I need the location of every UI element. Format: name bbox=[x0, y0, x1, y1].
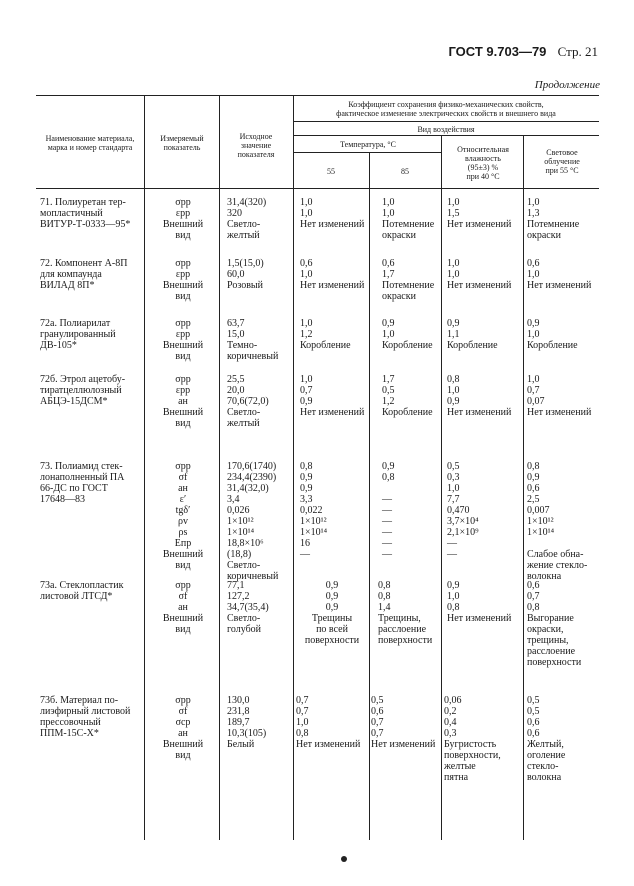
vline-6 bbox=[523, 135, 524, 840]
row-light: 0,5 0,5 0,6 0,6 Желтый, оголение стекло- волокна bbox=[527, 695, 566, 783]
row-indicators: σрр εрр aн Внешний вид bbox=[162, 374, 204, 429]
vline-2 bbox=[219, 95, 220, 840]
row-indicators: σрр σf σср aн Внешний вид bbox=[162, 695, 204, 761]
page-number: Стр. 21 bbox=[557, 44, 598, 59]
row-material: 72. Компонент А-8П для компаунда ВИЛАД 8П* bbox=[40, 258, 128, 291]
row-light: 0,6 1,0 Нет изменений bbox=[527, 258, 592, 291]
table-top-rule bbox=[36, 95, 599, 96]
temperature-header: Температура, °С bbox=[340, 140, 396, 149]
row-t55: 0,9 0,9 0,9 Трещины по всей поверхности bbox=[304, 580, 360, 646]
group-rule bbox=[293, 121, 599, 122]
row-t55: 0,6 1,0 Нет изменений bbox=[300, 258, 365, 291]
row-t85: 0,9 0,8 — — — — — — bbox=[382, 461, 395, 560]
row-source: 31,4(320) 320 Светло- желтый bbox=[227, 197, 267, 241]
t55-header: 55 bbox=[327, 167, 335, 176]
row-material: 72б. Этрол ацетобу- тиратцеллюлозный АБЦЭ-15ДСМ* bbox=[40, 374, 126, 407]
row-source: 170,6(1740) 234,4(2390) 31,4(32,0) 3,4 0,026 1×10¹² 1×10¹⁴ 18,8×10⁶ (18,8) Светло- коричневый bbox=[227, 461, 279, 582]
continuation-label: Продолжение bbox=[534, 79, 600, 91]
vline-3 bbox=[293, 95, 294, 840]
humidity-header: Относительная влажность (95±3) % при 40 °С bbox=[457, 145, 509, 181]
row-source: 63,7 15,0 Темно- коричневый bbox=[227, 318, 279, 362]
row-indicators: σрр εрр Внешний вид bbox=[162, 197, 204, 241]
temp-rule bbox=[293, 152, 441, 153]
row-t55: 0,7 0,7 1,0 0,8 Нет изменений bbox=[296, 695, 361, 750]
row-t55: 0,8 0,9 0,9 3,3 0,022 1×10¹² 1×10¹⁴ 16 — bbox=[300, 461, 328, 560]
row-light: 0,6 0,7 0,8 Выгорание окраски, трещины, расслоение поверхности bbox=[527, 580, 582, 668]
row-source: 1,5(15,0) 60,0 Розовый bbox=[227, 258, 264, 291]
row-t85: 1,0 1,0 Потемнение окраски bbox=[382, 197, 435, 241]
row-t85: 1,7 0,5 1,2 Коробление bbox=[382, 374, 433, 418]
col-source-header: Исходное значение показателя bbox=[237, 132, 275, 159]
row-light: 1,0 1,3 Потемнение окраски bbox=[527, 197, 580, 241]
impact-rule bbox=[293, 135, 599, 136]
page-mark bbox=[341, 856, 347, 862]
impact-header: Вид воздействия bbox=[417, 125, 475, 134]
row-t85: 0,8 0,8 1,4 Трещины, расслоение поверхности bbox=[378, 580, 433, 646]
table-head-rule bbox=[36, 188, 599, 189]
row-humidity: 0,5 0,3 1,0 7,7 0,470 3,7×10⁴ 2,1×10⁹ — — bbox=[447, 461, 479, 560]
row-humidity: 0,06 0,2 0,4 0,3 Бугристость поверхности, желтые пятна bbox=[444, 695, 501, 783]
row-t85: 0,6 1,7 Потемнение окраски bbox=[382, 258, 435, 302]
row-indicators: σрр σf aн ε′ tgδ′ ρv ρs Eпр Внешний вид bbox=[162, 461, 204, 571]
row-humidity: 0,9 1,0 0,8 Нет изменений bbox=[447, 580, 512, 624]
vline-1 bbox=[144, 95, 145, 840]
col-indicator-header: Измеряемый показатель bbox=[160, 134, 204, 152]
row-humidity: 0,8 1,0 0,9 Нет изменений bbox=[447, 374, 512, 418]
row-material: 73а. Стеклопластик листовой ЛТСД* bbox=[40, 580, 124, 602]
row-t55: 1,0 0,7 0,9 Нет изменений bbox=[300, 374, 365, 418]
row-source: 77,1 127,2 34,7(35,4) Светло- голубой bbox=[227, 580, 269, 635]
row-t55: 1,0 1,0 Нет изменений bbox=[300, 197, 365, 230]
row-light: 0,8 0,9 0,6 2,5 0,007 1×10¹² 1×10¹⁴ Слабое обна- жение стекло- волокна bbox=[527, 461, 588, 582]
row-t55: 1,0 1,2 Коробление bbox=[300, 318, 351, 351]
row-light: 1,0 0,7 0,07 Нет изменений bbox=[527, 374, 592, 418]
row-indicators: σрр εрр Внешний вид bbox=[162, 258, 204, 302]
row-material: 72а. Полиарилат гранулированный ДВ-105* bbox=[40, 318, 116, 351]
page-header bbox=[448, 44, 598, 60]
row-light: 0,9 1,0 Коробление bbox=[527, 318, 578, 351]
row-humidity: 0,9 1,1 Коробление bbox=[447, 318, 498, 351]
row-t85: 0,5 0,6 0,7 0,7 Нет изменений bbox=[371, 695, 436, 750]
row-humidity: 1,0 1,5 Нет изменений bbox=[447, 197, 512, 230]
row-source: 130,0 231,8 189,7 10,3(105) Белый bbox=[227, 695, 267, 750]
col-material-header: Наименование материала, марка и номер стандарта bbox=[45, 134, 135, 152]
row-indicators: σрр εрр Внешний вид bbox=[162, 318, 204, 362]
t85-header: 85 bbox=[401, 167, 409, 176]
group-header: Коэффициент сохранения физико-механических свойств, фактическое изменение электрических свойств и внешнего вида bbox=[336, 100, 556, 118]
row-material: 73. Полиамид стек- лонаполненный ПА 66-ДС по ГОСТ 17648—83 bbox=[40, 461, 125, 505]
row-source: 25,5 20,0 70,6(72,0) Светло- желтый bbox=[227, 374, 269, 429]
row-t85: 0,9 1,0 Коробление bbox=[382, 318, 433, 351]
standard-number: ГОСТ 9.703—79 bbox=[448, 44, 547, 59]
row-material: 71. Полиуретан тер- мопластичный ВИТУР-Т-0333—95* bbox=[40, 197, 131, 230]
row-material: 73б. Материал по- лиэфирный листовой прессовочный ППМ-15С-Х* bbox=[40, 695, 131, 739]
row-indicators: σрр σf aн Внешний вид bbox=[162, 580, 204, 635]
row-humidity: 1,0 1,0 Нет изменений bbox=[447, 258, 512, 291]
light-header: Световое облучение при 55 °С bbox=[544, 148, 580, 175]
